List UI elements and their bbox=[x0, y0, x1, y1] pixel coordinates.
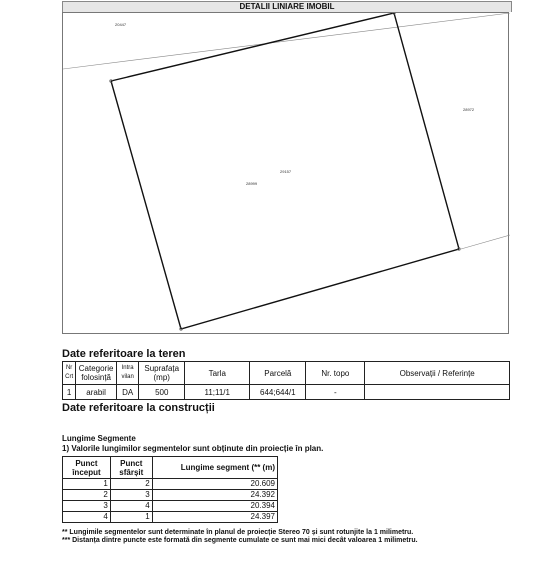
parcel-label: 29157 bbox=[280, 169, 292, 174]
column-header: Lungime segment (** (m) bbox=[152, 457, 277, 479]
column-header: Parcelă bbox=[250, 362, 306, 385]
segmente-table bbox=[62, 456, 278, 523]
teren-table bbox=[62, 361, 510, 400]
parcel-map bbox=[62, 12, 509, 334]
table-cell bbox=[365, 385, 510, 400]
table-cell: 2 bbox=[110, 479, 152, 490]
constructii-title: Date referitoare la construcții bbox=[62, 402, 215, 414]
footnote: *** Distanța dintre puncte este formată din segmente cumulate ce sunt mai mici decât valoarea 1 milimetru. bbox=[62, 537, 418, 544]
table-cell: 20.609 bbox=[152, 479, 277, 490]
table-cell: 3 bbox=[110, 490, 152, 501]
table-cell: arabil bbox=[76, 385, 117, 400]
table-cell: 500 bbox=[139, 385, 185, 400]
column-header: Nr. topo bbox=[306, 362, 365, 385]
table-cell: 4 bbox=[110, 501, 152, 512]
neighbor-label: 28972 bbox=[463, 107, 475, 112]
table-cell: 3 bbox=[63, 501, 111, 512]
table-cell: 11;11/1 bbox=[185, 385, 250, 400]
map-title: DETALII LINIARE IMOBIL bbox=[62, 1, 512, 12]
column-header: Observații / Referințe bbox=[365, 362, 510, 385]
table-row bbox=[63, 490, 278, 501]
table-header-row bbox=[63, 457, 278, 479]
segmente-heading bbox=[62, 434, 323, 454]
table-cell: 1 bbox=[63, 479, 111, 490]
column-header: Punct sfârșit bbox=[110, 457, 152, 479]
table-cell: 4 bbox=[63, 512, 111, 523]
parcel-label: 28999 bbox=[246, 181, 258, 186]
table-cell: - bbox=[306, 385, 365, 400]
column-header: Tarla bbox=[185, 362, 250, 385]
column-header: Intra vilan bbox=[116, 362, 138, 385]
table-cell: 1 bbox=[110, 512, 152, 523]
neighbor-boundary-right bbox=[461, 235, 510, 249]
neighbor-boundary-top bbox=[63, 13, 510, 69]
footnotes bbox=[62, 529, 418, 545]
table-row bbox=[63, 479, 278, 490]
column-header: Nr Crt bbox=[63, 362, 76, 385]
table-cell: 644;644/1 bbox=[250, 385, 306, 400]
column-header: Punct început bbox=[63, 457, 111, 479]
segmente-title: Lungime Segmente bbox=[62, 434, 136, 443]
table-row bbox=[63, 385, 510, 400]
segmente-note: 1) Valorile lungimilor segmentelor sunt obținute din proiecție în plan. bbox=[62, 444, 324, 453]
neighbor-label: 20447 bbox=[115, 22, 127, 27]
table-header-row bbox=[63, 362, 510, 385]
table-cell: 1 bbox=[63, 385, 76, 400]
column-header: Categorie folosință bbox=[76, 362, 117, 385]
table-cell: 2 bbox=[63, 490, 111, 501]
teren-title: Date referitoare la teren bbox=[62, 348, 186, 360]
parcel-drawing bbox=[63, 13, 510, 335]
footnote: ** Lungimile segmentelor sunt determinate în planul de proiecție Stereo 70 și sunt rotunjite la 1 milimetru. bbox=[62, 529, 414, 536]
column-header: Suprafața (mp) bbox=[139, 362, 185, 385]
table-cell: 24.392 bbox=[152, 490, 277, 501]
table-cell: DA bbox=[116, 385, 138, 400]
table-cell: 20.394 bbox=[152, 501, 277, 512]
table-row bbox=[63, 501, 278, 512]
table-row bbox=[63, 512, 278, 523]
table-cell: 24.397 bbox=[152, 512, 277, 523]
